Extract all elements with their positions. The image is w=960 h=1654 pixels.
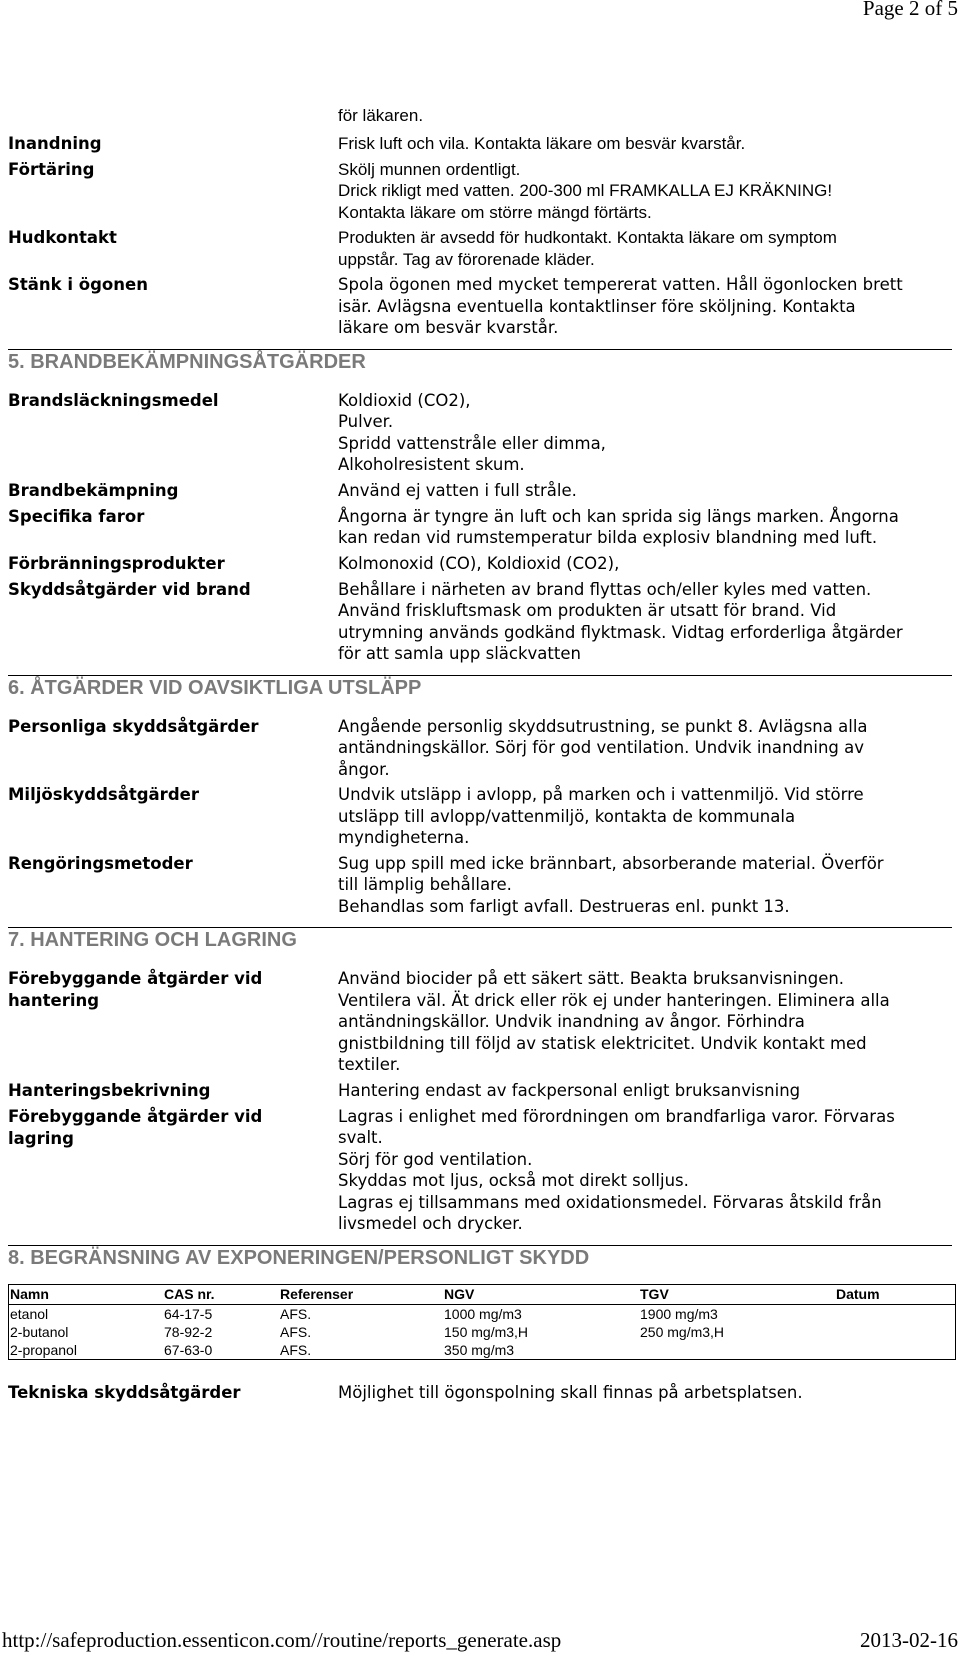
- field-row: [8, 133, 952, 155]
- section-heading: 5. BRANDBEKÄMPNINGSÅTGÄRDER: [8, 349, 952, 374]
- field-row: [8, 159, 952, 224]
- table-cell: 2-propanol: [10, 1341, 77, 1358]
- field-value: Frisk luft och vila. Kontakta läkare om besvär kvarstår.: [338, 133, 746, 153]
- field-value: Hantering endast av fackpersonal enligt bruksanvisning: [338, 1080, 801, 1100]
- column-header: CAS nr.: [164, 1284, 280, 1304]
- section6-rows: [8, 716, 952, 918]
- page-number: Page 2 of 5: [862, 0, 958, 20]
- field-label: Hudkontakt: [8, 228, 117, 247]
- field-label: Skyddsåtgärder vid brand: [8, 579, 251, 599]
- field-row: [8, 968, 952, 1076]
- section5-rows: [8, 390, 952, 665]
- table-cell: 250 mg/m3,H: [640, 1323, 725, 1340]
- section4-intro: [8, 105, 952, 127]
- table-cell: AFS.: [280, 1305, 312, 1322]
- field-label: Miljöskyddsåtgärder: [8, 785, 199, 804]
- field-label: Inandning: [8, 133, 102, 153]
- footer-date: 2013-02-16: [860, 1628, 958, 1652]
- field-value: Koldioxid (CO2), Pulver. Spridd vattenstråle eller dimma, Alkoholresistent skum.: [338, 390, 606, 474]
- table-cell: 64-17-5: [164, 1305, 213, 1322]
- section4-rows: [8, 133, 952, 339]
- field-row: [8, 227, 952, 270]
- field-value: Möjlighet till ögonspolning skall finnas på arbetsplatsen.: [338, 1382, 803, 1402]
- footer-url: http://safeproduction.essenticon.com//routine/reports_generate.asp: [2, 1628, 562, 1652]
- field-value: Kolmonoxid (CO), Koldioxid (CO2),: [338, 553, 620, 573]
- field-value: Använd ej vatten i full stråle.: [338, 480, 577, 500]
- field-row: [8, 1106, 952, 1235]
- section7-rows: [8, 968, 952, 1235]
- table-cell: [640, 1341, 836, 1360]
- field-label: Brandsläckningsmedel: [8, 390, 219, 410]
- column-header: NGV: [444, 1284, 640, 1304]
- field-label: Rengöringsmetoder: [8, 853, 193, 873]
- field-row: [8, 506, 952, 549]
- field-label: Hanteringsbekrivning: [8, 1080, 211, 1100]
- table-cell: 1000 mg/m3: [444, 1305, 522, 1322]
- table-cell: 350 mg/m3: [444, 1341, 515, 1358]
- table-cell: 150 mg/m3,H: [444, 1323, 529, 1340]
- document-body: [8, 105, 952, 1404]
- table-cell: AFS.: [280, 1341, 312, 1358]
- field-label: Specifika faror: [8, 506, 145, 526]
- field-row: [8, 1080, 952, 1102]
- column-header: Datum: [836, 1284, 956, 1304]
- section4-intro-text: för läkaren.: [338, 106, 424, 125]
- field-label: Förtäring: [8, 159, 95, 179]
- field-row: [8, 853, 952, 918]
- field-value: Skölj munnen ordentligt. Drick rikligt med vatten. 200-300 ml FRAMKALLA EJ KRÄKNING! Kontakta läkare om större mängd förtärts.: [338, 159, 833, 222]
- section-heading: 6. ÅTGÄRDER VID OAVSIKTLIGA UTSLÄPP: [8, 675, 952, 700]
- table-row: [9, 1341, 956, 1360]
- field-value: Ångorna är tyngre än luft och kan sprida sig längs marken. Ångorna kan redan vid rumstemperatur bilda explosiv blandning med luft.: [338, 506, 899, 547]
- field-label: Förebyggande åtgärder vid lagring: [8, 1106, 263, 1148]
- table-cell: 78-92-2: [164, 1323, 213, 1340]
- field-label: Förebyggande åtgärder vid hantering: [8, 969, 263, 1010]
- field-value: Använd biocider på ett säkert sätt. Beakta bruksanvisningen. Ventilera väl. Ät drick eller rök ej under hanteringen. Eliminera alla antändningskällor. Undvik inandning av ångor. Förhindra gnistbildning till följd av statisk elektricitet. Undvik kontakt med textiler.: [338, 969, 890, 1074]
- table-cell: etanol: [10, 1305, 49, 1322]
- field-value: Produkten är avsedd för hudkontakt. Kontakta läkare om symptom uppstår. Tag av förorenade kläder.: [338, 228, 837, 269]
- table-row: [9, 1323, 956, 1341]
- field-value: Behållare i närheten av brand flyttas och/eller kyles med vatten. Använd friskluftsmask om produkten är utsatt för brand. Vid utrymning används godkänd flyktmask. Vidtag erforderliga åtgärder för att samla upp släckvatten: [338, 579, 903, 663]
- field-row: [8, 553, 952, 575]
- table-cell: [836, 1341, 956, 1360]
- column-header: Referenser: [280, 1284, 444, 1304]
- table-cell: 67-63-0: [164, 1341, 213, 1358]
- table-cell: 2-butanol: [10, 1323, 69, 1340]
- field-value: Spola ögonen med mycket tempererat vatten. Håll ögonlocken brett isär. Avlägsna eventuella kontaktlinser före sköljning. Kontakta läkare om besvär kvarstår.: [338, 275, 903, 337]
- table-header-row: [9, 1284, 956, 1304]
- field-row: [8, 716, 952, 781]
- field-row: [8, 480, 952, 502]
- table-cell: AFS.: [280, 1323, 312, 1340]
- field-value: Angående personlig skyddsutrustning, se punkt 8. Avlägsna alla antändningskällor. Sörj för god ventilation. Undvik inandning av ångor.: [338, 716, 868, 779]
- field-label: Stänk i ögonen: [8, 275, 148, 294]
- field-label: Personliga skyddsåtgärder: [8, 716, 259, 736]
- field-label: Tekniska skyddsåtgärder: [8, 1382, 241, 1402]
- exposure-limits-table: [8, 1284, 956, 1360]
- field-row: [8, 274, 952, 339]
- table-cell: [836, 1304, 956, 1323]
- field-value: Undvik utsläpp i avlopp, på marken och i vattenmiljö. Vid större utsläpp till avlopp/vattenmiljö, kontakta de kommunala myndigheterna.: [338, 785, 864, 847]
- column-header: Namn: [9, 1284, 165, 1304]
- section-heading: 7. HANTERING OCH LAGRING: [8, 927, 952, 952]
- field-row: [8, 579, 952, 665]
- field-row: [8, 390, 952, 476]
- table-cell: [836, 1323, 956, 1341]
- column-header: TGV: [640, 1284, 836, 1304]
- field-label: Förbränningsprodukter: [8, 553, 225, 573]
- field-label: Brandbekämpning: [8, 480, 179, 500]
- field-row: [8, 1382, 952, 1404]
- table-cell: 1900 mg/m3: [640, 1305, 718, 1322]
- field-value: Sug upp spill med icke brännbart, absorberande material. Överför till lämplig behållare. Behandlas som farligt avfall. Destrueras enl. punkt 13.: [338, 853, 884, 916]
- field-value: Lagras i enlighet med förordningen om brandfarliga varor. Förvaras svalt. Sörj för god ventilation. Skyddas mot ljus, också mot direkt solljus. Lagras ej tillsammans med oxidationsmedel. Förvaras åtskild från livsmedel och drycker.: [338, 1106, 895, 1233]
- field-row: [8, 784, 952, 849]
- section-heading: 8. BEGRÄNSNING AV EXPONERINGEN/PERSONLIGT SKYDD: [8, 1245, 952, 1270]
- table-row: [9, 1304, 956, 1323]
